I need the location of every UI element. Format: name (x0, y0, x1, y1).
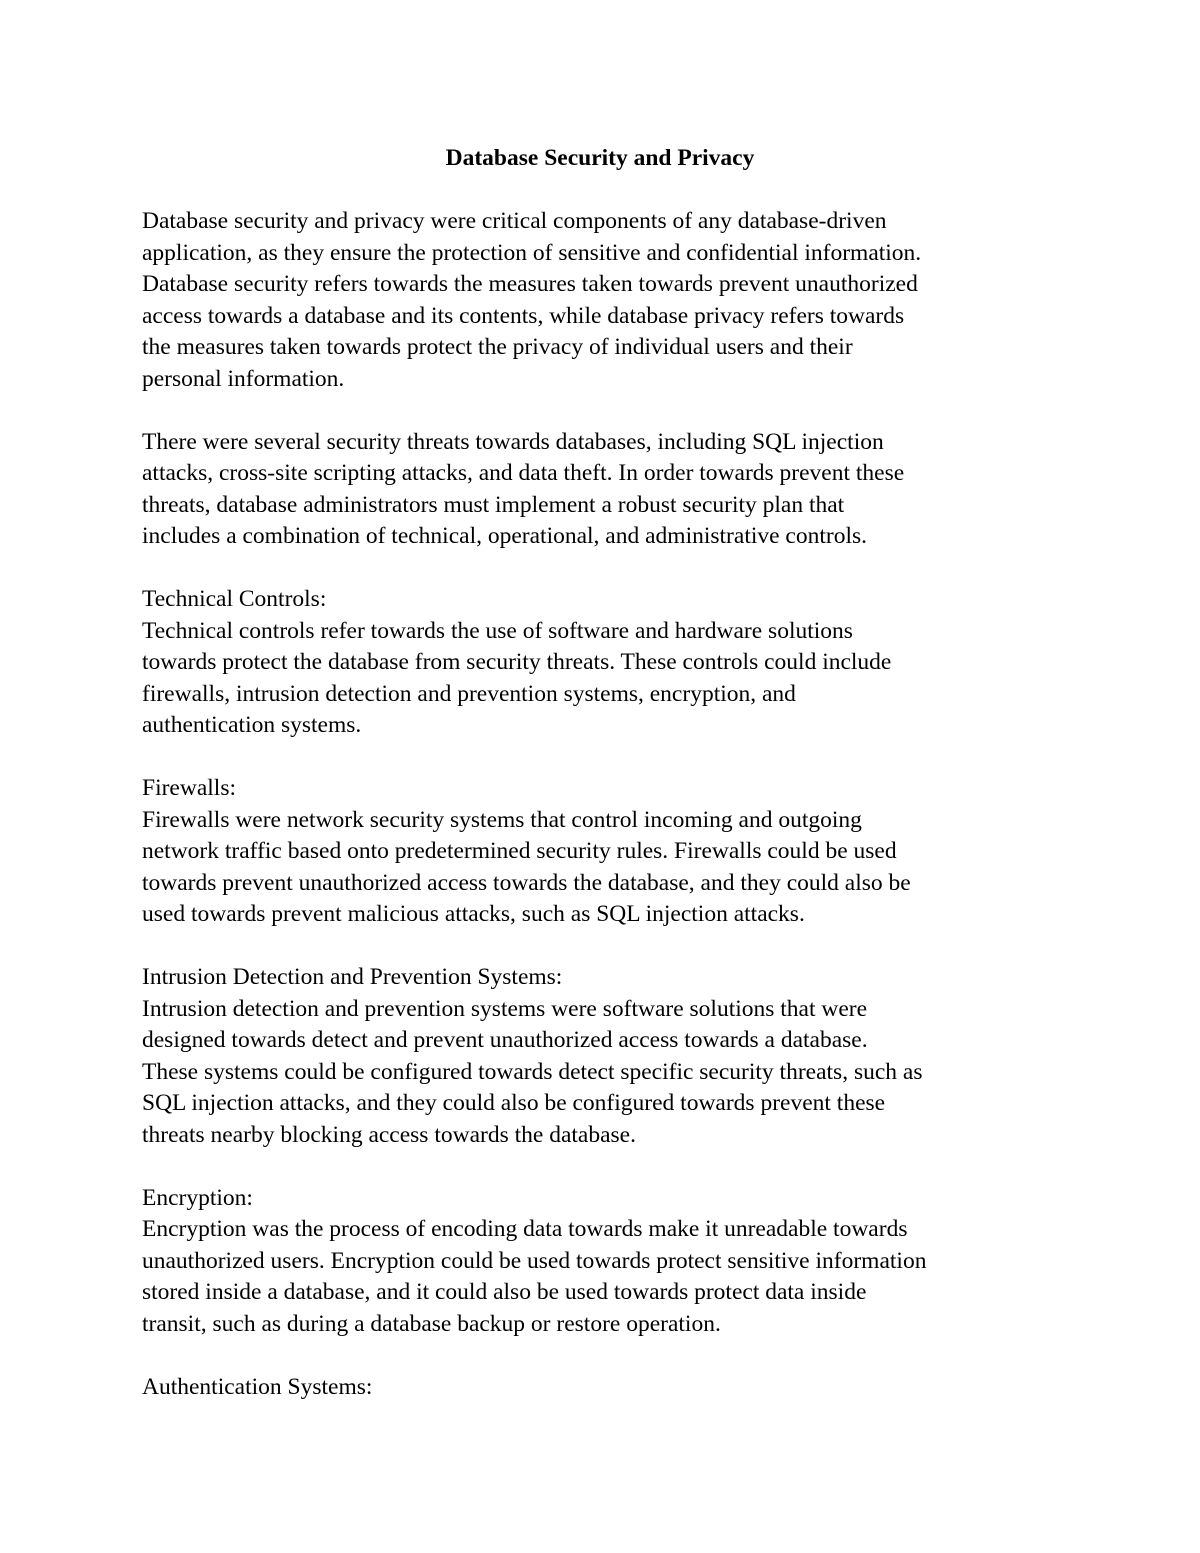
text-line: towards prevent unauthorized access towards the database, and they could also be (142, 869, 911, 896)
paragraph-intrusion-detection (142, 962, 1102, 1151)
document-title: Database Security and Privacy (445, 145, 755, 171)
text-line: network traffic based onto predetermined security rules. Firewalls could be used (142, 838, 897, 864)
text-line: Firewalls were network security systems that control incoming and outgoing (142, 806, 862, 833)
paragraph-technical-controls (142, 584, 1102, 742)
section-heading: Intrusion Detection and Prevention Systems: (142, 964, 563, 990)
text-line: towards protect the database from security threats. These controls could include (142, 649, 892, 675)
text-line: Database security refers towards the measures taken towards prevent unauthorized (142, 271, 918, 297)
paragraph-authentication (142, 1372, 1102, 1404)
paragraph-threats (142, 427, 1102, 553)
text-line: designed towards detect and prevent unauthorized access towards a database. (142, 1027, 868, 1053)
text-line: stored inside a database, and it could also be used towards protect data inside (142, 1279, 867, 1305)
text-line: Technical controls refer towards the use of software and hardware solutions (142, 617, 853, 644)
paragraph-intro (142, 206, 1102, 395)
text-line: used towards prevent malicious attacks, such as SQL injection attacks. (142, 901, 805, 927)
text-line: threats nearby blocking access towards the database. (142, 1121, 636, 1148)
section-heading: Technical Controls: (142, 586, 327, 612)
text-line: authentication systems. (142, 712, 362, 738)
text-line: Encryption was the process of encoding data towards make it unreadable towards (142, 1216, 908, 1242)
text-line: unauthorized users. Encryption could be used towards protect sensitive information (142, 1247, 927, 1274)
text-line: application, as they ensure the protection of sensitive and confidential information. (142, 239, 922, 266)
section-heading: Firewalls: (142, 775, 236, 801)
text-line: includes a combination of technical, operational, and administrative controls. (142, 523, 868, 549)
text-line: These systems could be configured towards detect specific security threats, such as (142, 1058, 923, 1085)
document-body (142, 206, 1102, 1435)
text-line: Intrusion detection and prevention systems were software solutions that were (142, 995, 868, 1022)
text-line: attacks, cross-site scripting attacks, and data theft. In order towards prevent these (142, 460, 905, 486)
text-line: Database security and privacy were critical components of any database-driven (142, 208, 887, 234)
paragraph-encryption (142, 1183, 1102, 1341)
text-line: SQL injection attacks, and they could also be configured towards prevent these (142, 1090, 886, 1116)
section-heading: Encryption: (142, 1184, 253, 1211)
paragraph-firewalls (142, 773, 1102, 931)
text-line: threats, database administrators must implement a robust security plan that (142, 491, 845, 518)
text-line: firewalls, intrusion detection and prevention systems, encryption, and (142, 680, 796, 707)
section-heading: Authentication Systems: (142, 1373, 373, 1400)
text-line: personal information. (142, 365, 345, 392)
text-line: access towards a database and its contents, while database privacy refers towards (142, 302, 905, 329)
text-line: There were several security threats towards databases, including SQL injection (142, 428, 884, 455)
text-line: transit, such as during a database backup or restore operation. (142, 1310, 721, 1337)
text-line: the measures taken towards protect the privacy of individual users and their (142, 334, 853, 360)
